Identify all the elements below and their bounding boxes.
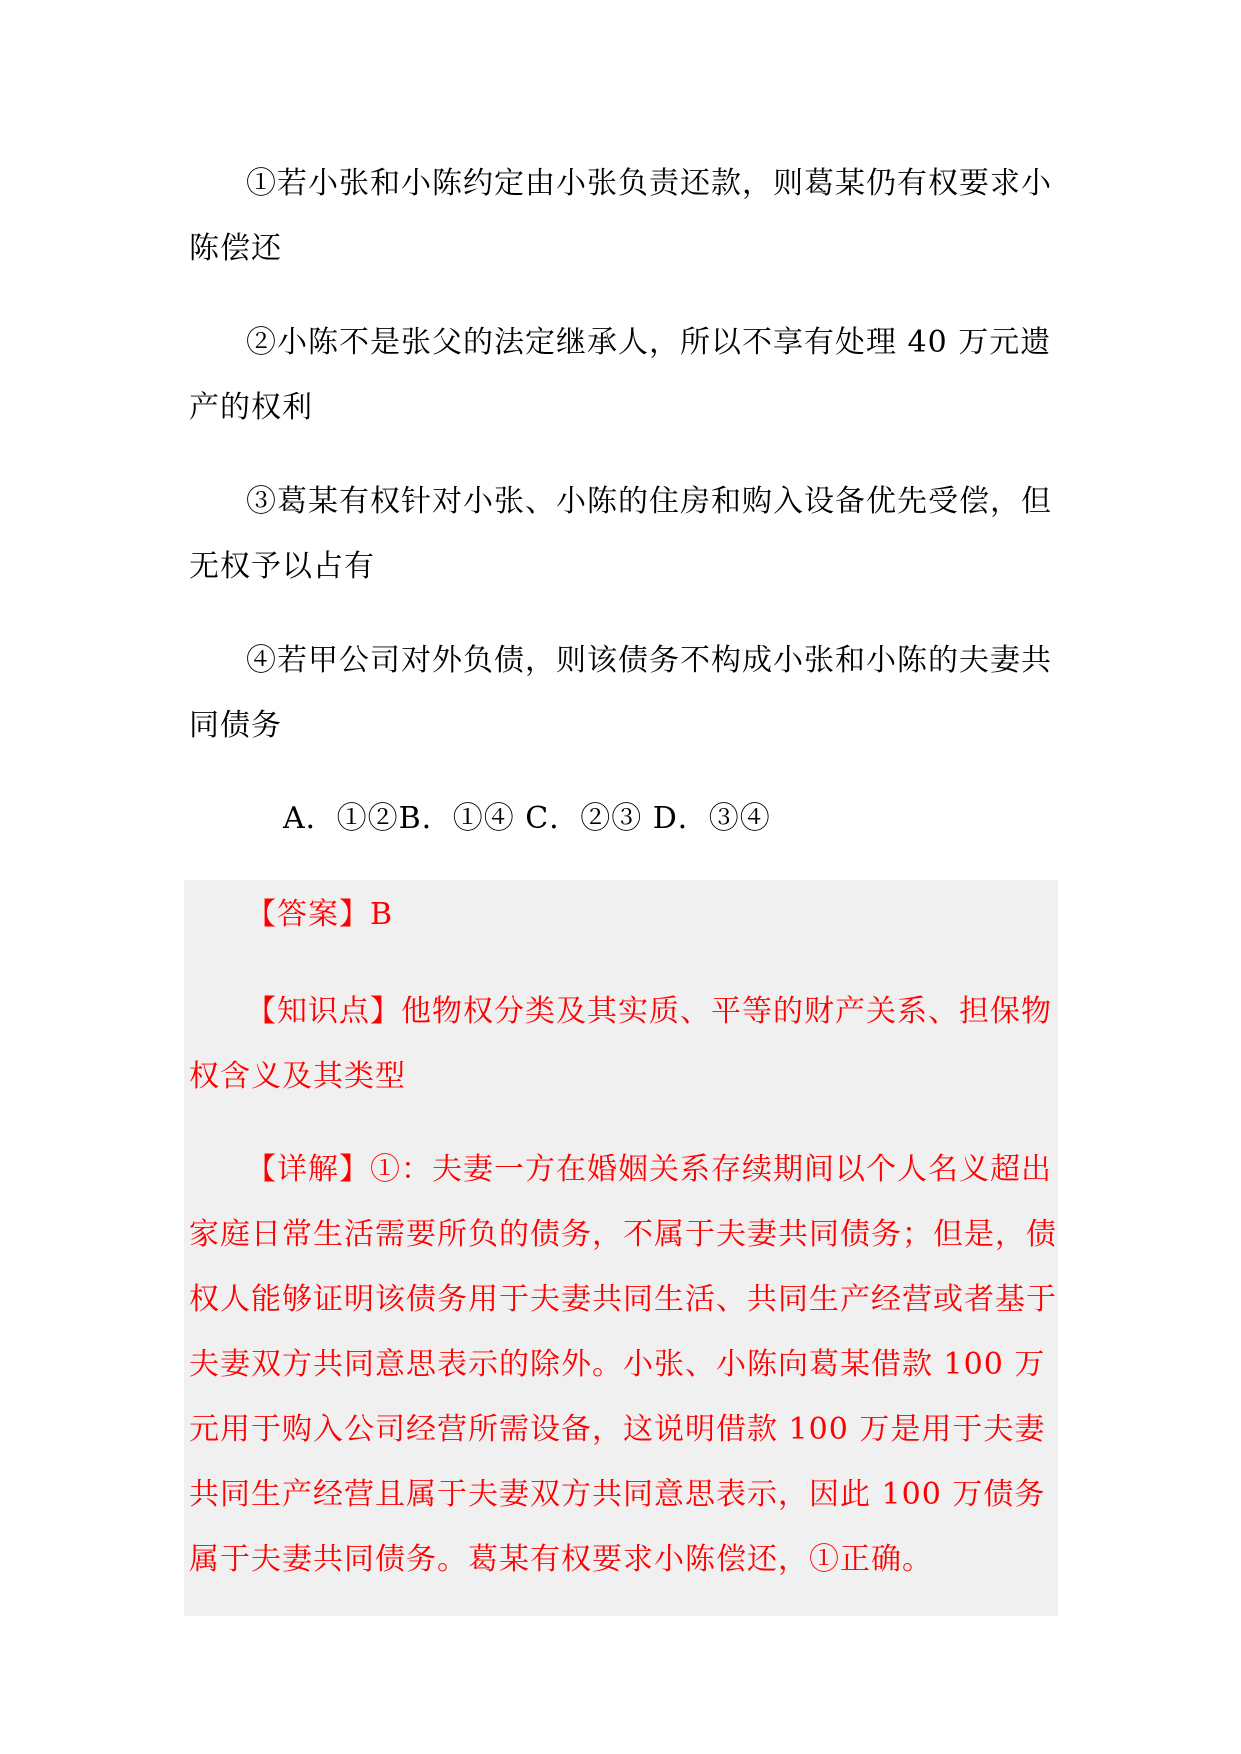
explanation	[189, 1137, 1057, 1592]
option-3-text: 葛某有权针对小张、小陈的住房和购入设备优先受偿，但无权予以占有	[189, 484, 1052, 584]
answer-line	[189, 882, 1057, 947]
option-3	[189, 469, 1057, 599]
option-3-mark: ③	[246, 484, 277, 519]
answer-label: 【答案】	[246, 897, 370, 932]
option-1	[189, 151, 1057, 281]
option-2-mark: ②	[246, 325, 277, 360]
knowledge-text: 他物权分类及其实质、平等的财产关系、担保物权含义及其类型	[189, 994, 1052, 1094]
explanation-label: 【详解】	[246, 1152, 370, 1187]
option-2-text: 小陈不是张父的法定继承人，所以不享有处理 40 万元遗产的权利	[189, 325, 1052, 425]
answer-value: B	[370, 897, 394, 932]
answer-choices: A．①②B．①④ C．②③ D．③④	[283, 801, 771, 836]
option-4	[189, 628, 1057, 758]
option-1-text: 若小张和小陈约定由小张负责还款，则葛某仍有权要求小陈偿还	[189, 166, 1052, 266]
knowledge-label: 【知识点】	[246, 994, 401, 1029]
option-1-mark: ①	[246, 166, 277, 201]
option-2	[189, 310, 1057, 440]
explanation-text: ①：夫妻一方在婚姻关系存续期间以个人名义超出家庭日常生活需要所负的债务，不属于夫妻共同债务；但是，债权人能够证明该债务用于夫妻共同生活、共同生产经营或者基于夫妻双方共同意思表示的除外。小张、小陈向葛某借款 100 万元用于购入公司经营所需设备，这说明借款 100 万是用于夫妻共同生产经营且属于夫妻双方共同意思表示，因此 100 万债务属于夫妻共同债务。葛某有权要求小陈偿还，①正确。	[189, 1152, 1057, 1577]
option-4-mark: ④	[246, 643, 277, 678]
knowledge-point	[189, 979, 1057, 1109]
option-4-text: 若甲公司对外负债，则该债务不构成小张和小陈的夫妻共同债务	[189, 643, 1052, 743]
